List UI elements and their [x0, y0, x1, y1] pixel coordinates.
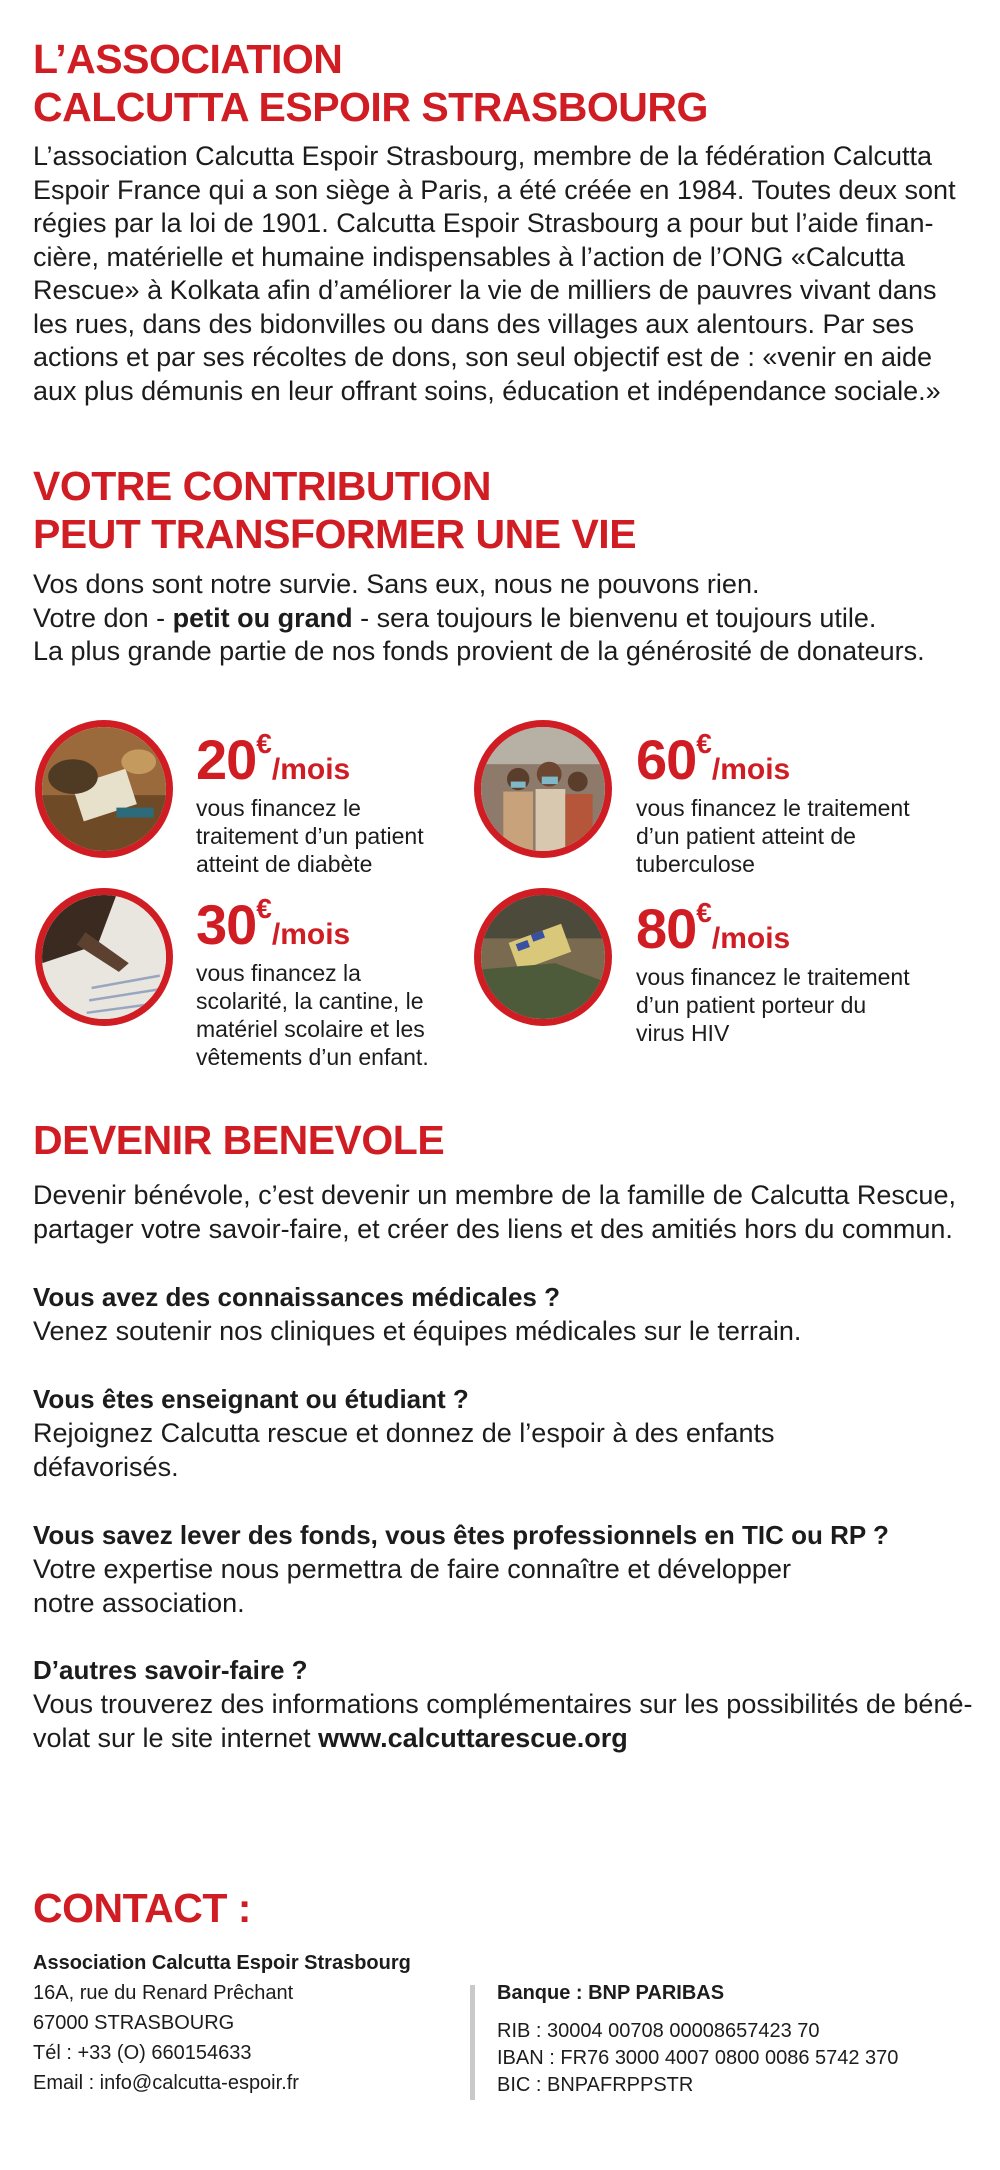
period: /mois — [271, 918, 351, 951]
desc-line: matériel scolaire et les — [196, 1016, 425, 1042]
desc-line: vous financez le — [196, 795, 361, 821]
donation-amount — [636, 897, 966, 960]
answer-line: Votre expertise nous permettra de faire connaître et développer — [33, 1554, 791, 1584]
hiv-care-photo — [474, 888, 612, 1026]
contact-address — [33, 1948, 453, 2098]
donation-amount — [196, 728, 466, 791]
text-segment: Votre don - — [33, 602, 173, 633]
desc-line: atteint de diabète — [196, 851, 373, 877]
text-segment: volat sur le site internet — [33, 1723, 319, 1753]
paragraph-line: Devenir bénévole, c’est devenir un membre de la famille de Calcutta Rescue, — [33, 1180, 956, 1210]
period: /mois — [271, 753, 351, 786]
answer-line — [33, 1721, 988, 1755]
iban: IBAN : FR76 3000 4007 0800 0086 5742 370 — [497, 2047, 899, 2069]
desc-line: virus HIV — [636, 1020, 730, 1046]
photo-illustration — [42, 895, 166, 1019]
benevole-block-medical — [33, 1280, 983, 1348]
contribution-paragraph — [33, 568, 973, 669]
rib: RIB : 30004 00708 00008657423 70 — [497, 2020, 820, 2042]
email[interactable]: Email : info@calcutta-espoir.fr — [33, 2072, 299, 2094]
photo-illustration — [42, 727, 166, 851]
bank-details — [497, 1978, 987, 2099]
paragraph-line — [33, 602, 973, 636]
benevole-intro — [33, 1178, 983, 1246]
donation-item — [636, 897, 966, 1047]
answer-line: Venez soutenir nos cliniques et équipes médicales sur le terrain. — [33, 1316, 802, 1346]
benevole-block-teaching — [33, 1382, 983, 1484]
answer-line: notre association. — [33, 1588, 245, 1618]
desc-line: d’un patient atteint de — [636, 823, 856, 849]
paragraph-line: les rues, dans des bidonvilles ou dans des villages aux alentours. Par ses — [33, 308, 915, 339]
org-name: Association Calcutta Espoir Strasbourg — [33, 1952, 411, 1974]
donation-amount — [636, 728, 966, 791]
contribution-title — [33, 462, 636, 558]
diabetes-care-photo — [35, 720, 173, 858]
contribution-title-line: VOTRE CONTRIBUTION — [33, 463, 491, 509]
photo-illustration — [481, 895, 605, 1019]
emphasis-text: petit ou grand — [172, 602, 353, 633]
desc-line: vous financez le traitement — [636, 795, 910, 821]
period: /mois — [711, 922, 791, 955]
website-link[interactable]: www.calcuttarescue.org — [318, 1723, 628, 1753]
donation-item — [636, 728, 966, 878]
currency: € — [256, 728, 272, 759]
paragraph-line: Vos dons sont notre survie. Sans eux, nous ne pouvons rien. — [33, 569, 760, 599]
desc-line: d’un patient porteur du — [636, 992, 867, 1018]
contact-divider — [470, 1985, 475, 2100]
question: D’autres savoir-faire ? — [33, 1655, 308, 1685]
paragraph-line: cière, matérielle et humaine indispensables à l’action de l’ONG «Calcutta — [33, 241, 905, 272]
question: Vous avez des connaissances médicales ? — [33, 1282, 560, 1312]
contribution-title-line: PEUT TRANSFORMER UNE VIE — [33, 511, 637, 557]
tuberculosis-care-photo — [474, 720, 612, 858]
desc-line: vêtements d’un enfant. — [196, 1044, 429, 1070]
donation-description — [636, 963, 966, 1047]
paragraph-line: La plus grande partie de nos fonds provient de la générosité de donateurs. — [33, 636, 925, 666]
amount-value: 20 — [196, 728, 257, 791]
address-line: 67000 STRASBOURG — [33, 2012, 235, 2034]
text-segment: - sera toujours le bienvenu et toujours utile. — [352, 602, 877, 633]
benevole-block-fundraising — [33, 1518, 983, 1620]
question: Vous savez lever des fonds, vous êtes professionnels en TIC ou RP ? — [33, 1520, 889, 1550]
paragraph-line: Rescue» à Kolkata afin d’améliorer la vie de milliers de pauvres vivant dans — [33, 275, 937, 305]
desc-line: vous financez le traitement — [636, 964, 910, 990]
benevole-title: DEVENIR BENEVOLE — [33, 1117, 445, 1163]
answer-line: Vous trouverez des informations complémentaires sur les possibilités de béné- — [33, 1689, 973, 1719]
bic: BIC : BNPAFRPPSTR — [497, 2074, 694, 2096]
donation-amount — [196, 893, 466, 956]
question: Vous êtes enseignant ou étudiant ? — [33, 1384, 469, 1414]
desc-line: traitement d’un patient — [196, 823, 424, 849]
paragraph-line: Espoir France qui a son siège à Paris, a été créée en 1984. Toutes deux sont — [33, 174, 956, 205]
currency: € — [696, 897, 712, 928]
donation-description — [196, 794, 466, 878]
paragraph-line: aux plus démunis en leur offrant soins, éducation et indépendance sociale.» — [33, 375, 941, 406]
donation-description — [196, 959, 466, 1071]
contact-title: CONTACT : — [33, 1885, 251, 1931]
bank-title: Banque : BNP PARIBAS — [497, 1982, 725, 2004]
paragraph-line: actions et par ses récoltes de dons, son seul objectif est de : «venir en aide — [33, 342, 933, 372]
desc-line: scolarité, la cantine, le — [196, 988, 424, 1014]
paragraph-line: partager votre savoir-faire, et créer des liens et des amitiés hors du commun. — [33, 1214, 953, 1244]
donation-item — [196, 728, 466, 878]
photo-illustration — [481, 727, 605, 851]
currency: € — [696, 728, 712, 759]
association-title-line: L’ASSOCIATION — [33, 36, 343, 82]
period: /mois — [711, 753, 791, 786]
donation-item — [196, 893, 466, 1071]
desc-line: tuberculose — [636, 851, 755, 877]
currency: € — [256, 893, 272, 924]
donation-description — [636, 794, 966, 878]
benevole-block-other — [33, 1653, 988, 1755]
amount-value: 60 — [636, 728, 697, 791]
schooling-photo — [35, 888, 173, 1026]
answer-line: Rejoignez Calcutta rescue et donnez de l’espoir à des enfants — [33, 1418, 775, 1448]
paragraph-line: L’association Calcutta Espoir Strasbourg, membre de la fédération Calcutta — [33, 141, 932, 171]
association-title — [33, 35, 708, 131]
desc-line: vous financez la — [196, 960, 361, 986]
address-line: 16A, rue du Renard Prêchant — [33, 1982, 294, 2004]
spacer — [497, 2008, 987, 2018]
answer-line: défavorisés. — [33, 1452, 179, 1482]
amount-value: 80 — [636, 897, 697, 960]
association-paragraph — [33, 140, 973, 408]
paragraph-line: régies par la loi de 1901. Calcutta Espoir Strasbourg a pour but l’aide finan- — [33, 208, 934, 238]
amount-value: 30 — [196, 893, 257, 956]
phone: Tél : +33 (O) 660154633 — [33, 2042, 252, 2064]
association-title-line: CALCUTTA ESPOIR STRASBOURG — [33, 84, 708, 130]
